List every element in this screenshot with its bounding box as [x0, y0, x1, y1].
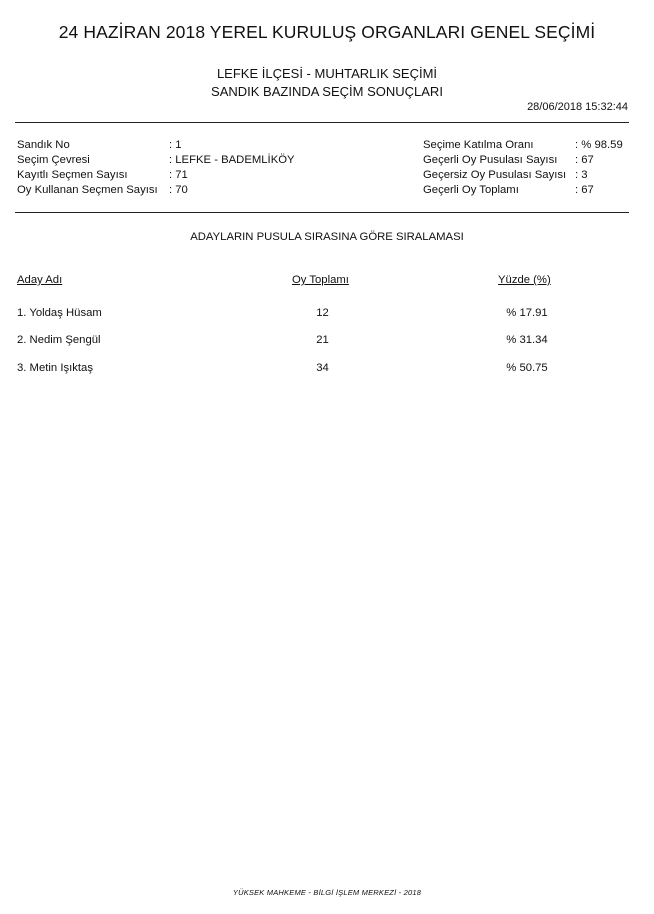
- info-value-valid-vote-total: : 67: [575, 184, 594, 196]
- info-label-constituency: Seçim Çevresi: [17, 154, 90, 166]
- candidate-percent: % 50.75: [506, 362, 548, 374]
- info-value-valid-ballots: : 67: [575, 154, 594, 166]
- info-label-ballot-box-no: Sandık No: [17, 139, 70, 151]
- candidate-votes: 21: [316, 334, 329, 346]
- page-footer: YÜKSEK MAHKEME - BİLGİ İŞLEM MERKEZİ - 2018: [232, 888, 422, 897]
- column-header-votes: Oy Toplamı: [292, 274, 349, 286]
- page-title: 24 HAZİRAN 2018 YEREL KURULUŞ ORGANLARI GENEL SEÇİMİ: [58, 22, 596, 42]
- district-subtitle: LEFKE İLÇESİ - MUHTARLIK SEÇİMİ: [216, 66, 438, 81]
- info-label-invalid-ballots: Geçersiz Oy Pusulası Sayısı: [423, 169, 567, 181]
- info-label-valid-vote-total: Geçerli Oy Toplamı: [423, 184, 519, 196]
- candidate-name: 1. Yoldaş Hüsam: [17, 307, 102, 319]
- info-value-turnout-rate: : % 98.59: [575, 139, 623, 151]
- info-label-registered-voters: Kayıtlı Seçmen Sayısı: [17, 169, 128, 181]
- info-value-voters-voted: : 70: [169, 184, 188, 196]
- candidate-percent: % 31.34: [506, 334, 548, 346]
- column-header-candidate: Aday Adı: [17, 274, 63, 286]
- section-title: ADAYLARIN PUSULA SIRASINA GÖRE SIRALAMASI: [190, 231, 464, 243]
- info-label-turnout-rate: Seçime Katılma Oranı: [423, 139, 534, 151]
- candidate-votes: 34: [316, 362, 329, 374]
- info-divider: [15, 212, 629, 213]
- info-value-invalid-ballots: : 3: [575, 169, 588, 181]
- candidate-name: 3. Metin Işıktaş: [17, 362, 93, 374]
- info-value-constituency: : LEFKE - BADEMLİKÖY: [169, 154, 295, 166]
- info-value-ballot-box-no: : 1: [169, 139, 182, 151]
- top-divider: [15, 122, 629, 123]
- report-timestamp: 28/06/2018 15:32:44: [527, 101, 628, 113]
- report-subtitle: SANDIK BAZINDA SEÇİM SONUÇLARI: [211, 84, 443, 99]
- candidate-votes: 12: [316, 307, 329, 319]
- column-header-percent: Yüzde (%): [498, 274, 551, 286]
- info-value-registered-voters: : 71: [169, 169, 188, 181]
- info-label-voters-voted: Oy Kullanan Seçmen Sayısı: [17, 184, 158, 196]
- candidate-percent: % 17.91: [506, 307, 548, 319]
- candidate-name: 2. Nedim Şengül: [17, 334, 101, 346]
- info-label-valid-ballots: Geçerli Oy Pusulası Sayısı: [423, 154, 558, 166]
